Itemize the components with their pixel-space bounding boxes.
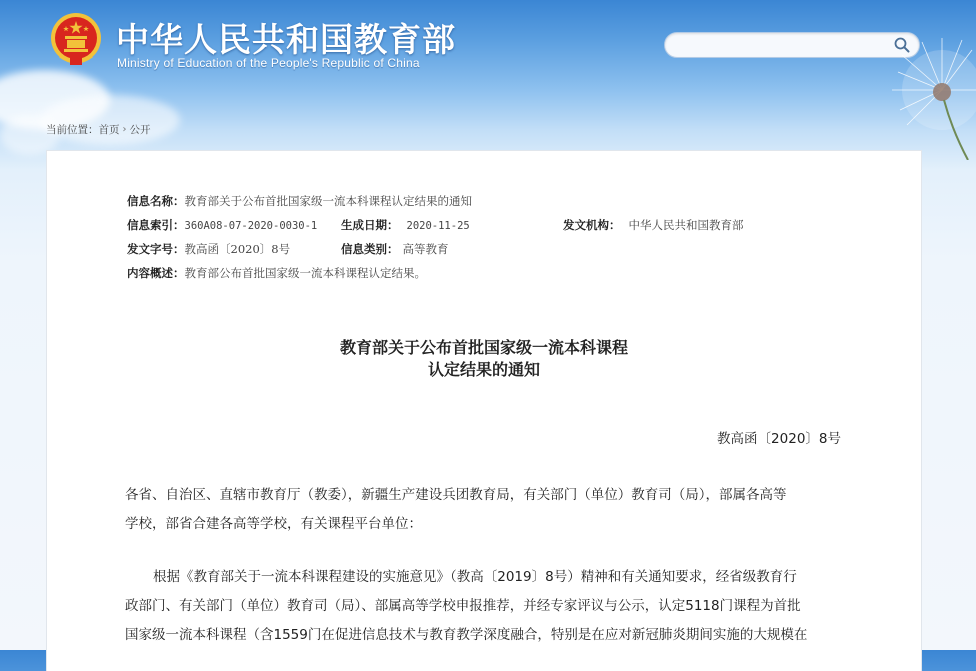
paragraph-line: 政部门、有关部门（单位）教育司（局）、部属高等学校申报推荐，并经专家评议与公示，认定5118门课程为首批 — [125, 598, 801, 614]
national-emblem-icon — [50, 12, 102, 68]
meta-label: 内容概述： — [127, 266, 185, 280]
paragraph-line: 学校，部省合建各高等学校，有关课程平台单位： — [125, 516, 422, 532]
meta-label: 发文机构： — [563, 218, 621, 232]
breadcrumb-separator: › — [122, 124, 127, 135]
meta-row-docno — [127, 241, 290, 257]
breadcrumb-item-home[interactable]: 首页 — [98, 124, 120, 136]
addressee-paragraph — [125, 481, 841, 539]
site-header — [0, 0, 976, 115]
breadcrumb-item-public[interactable]: 公开 — [129, 124, 151, 136]
meta-value: 教高函〔2020〕8号 — [184, 242, 291, 256]
body-paragraph — [125, 563, 841, 650]
meta-row-name — [127, 193, 472, 209]
meta-value: 高等教育 — [402, 242, 449, 256]
site-title[interactable]: 中华人民共和国教育部 — [116, 20, 456, 59]
document-title-line: 认定结果的通知 — [427, 360, 540, 379]
meta-value: 教育部公布首批国家级一流本科课程认定结果。 — [184, 266, 426, 280]
meta-label: 发文字号： — [127, 242, 185, 256]
paragraph-line: 根据《教育部关于一流本科课程建设的实施意见》（教高〔2019〕8号）精神和有关通知要求，经省级教育行 — [153, 569, 797, 585]
site-subtitle: Ministry of Education of the People's Republic of China — [117, 56, 420, 70]
meta-label: 信息索引： — [127, 218, 185, 232]
document-number: 教高函〔2020〕8号 — [717, 431, 841, 447]
meta-row-summary — [127, 265, 426, 281]
meta-row-org — [563, 217, 744, 233]
meta-row-index — [127, 217, 317, 233]
meta-value: 360A08-07-2020-0030-1 — [184, 220, 318, 232]
content-panel — [46, 150, 922, 671]
meta-row-date — [341, 217, 470, 233]
document-title — [47, 337, 921, 381]
meta-label: 信息类别： — [341, 242, 399, 256]
meta-label: 生成日期： — [341, 218, 399, 232]
meta-row-category — [341, 241, 449, 257]
document-title-line: 教育部关于公布首批国家级一流本科课程 — [339, 338, 628, 357]
search-input[interactable] — [677, 36, 886, 56]
paragraph-line: 各省、自治区、直辖市教育厅（教委），新疆生产建设兵团教育局，有关部门（单位）教育司（局），部属各高等 — [125, 487, 787, 503]
breadcrumb-prefix: 当前位置： — [46, 124, 99, 136]
meta-value: 2020-11-25 — [406, 220, 470, 232]
meta-value: 教育部关于公布首批国家级一流本科课程认定结果的通知 — [184, 194, 472, 208]
dandelion-decoration-icon — [872, 20, 976, 160]
meta-label: 信息名称： — [127, 194, 185, 208]
breadcrumb — [46, 122, 151, 137]
meta-value: 中华人民共和国教育部 — [628, 218, 744, 232]
paragraph-line: 国家级一流本科课程（含1559门在促进信息技术与教育教学深度融合，特别是在应对新冠肺炎期间实施的大规模在 — [125, 627, 808, 643]
